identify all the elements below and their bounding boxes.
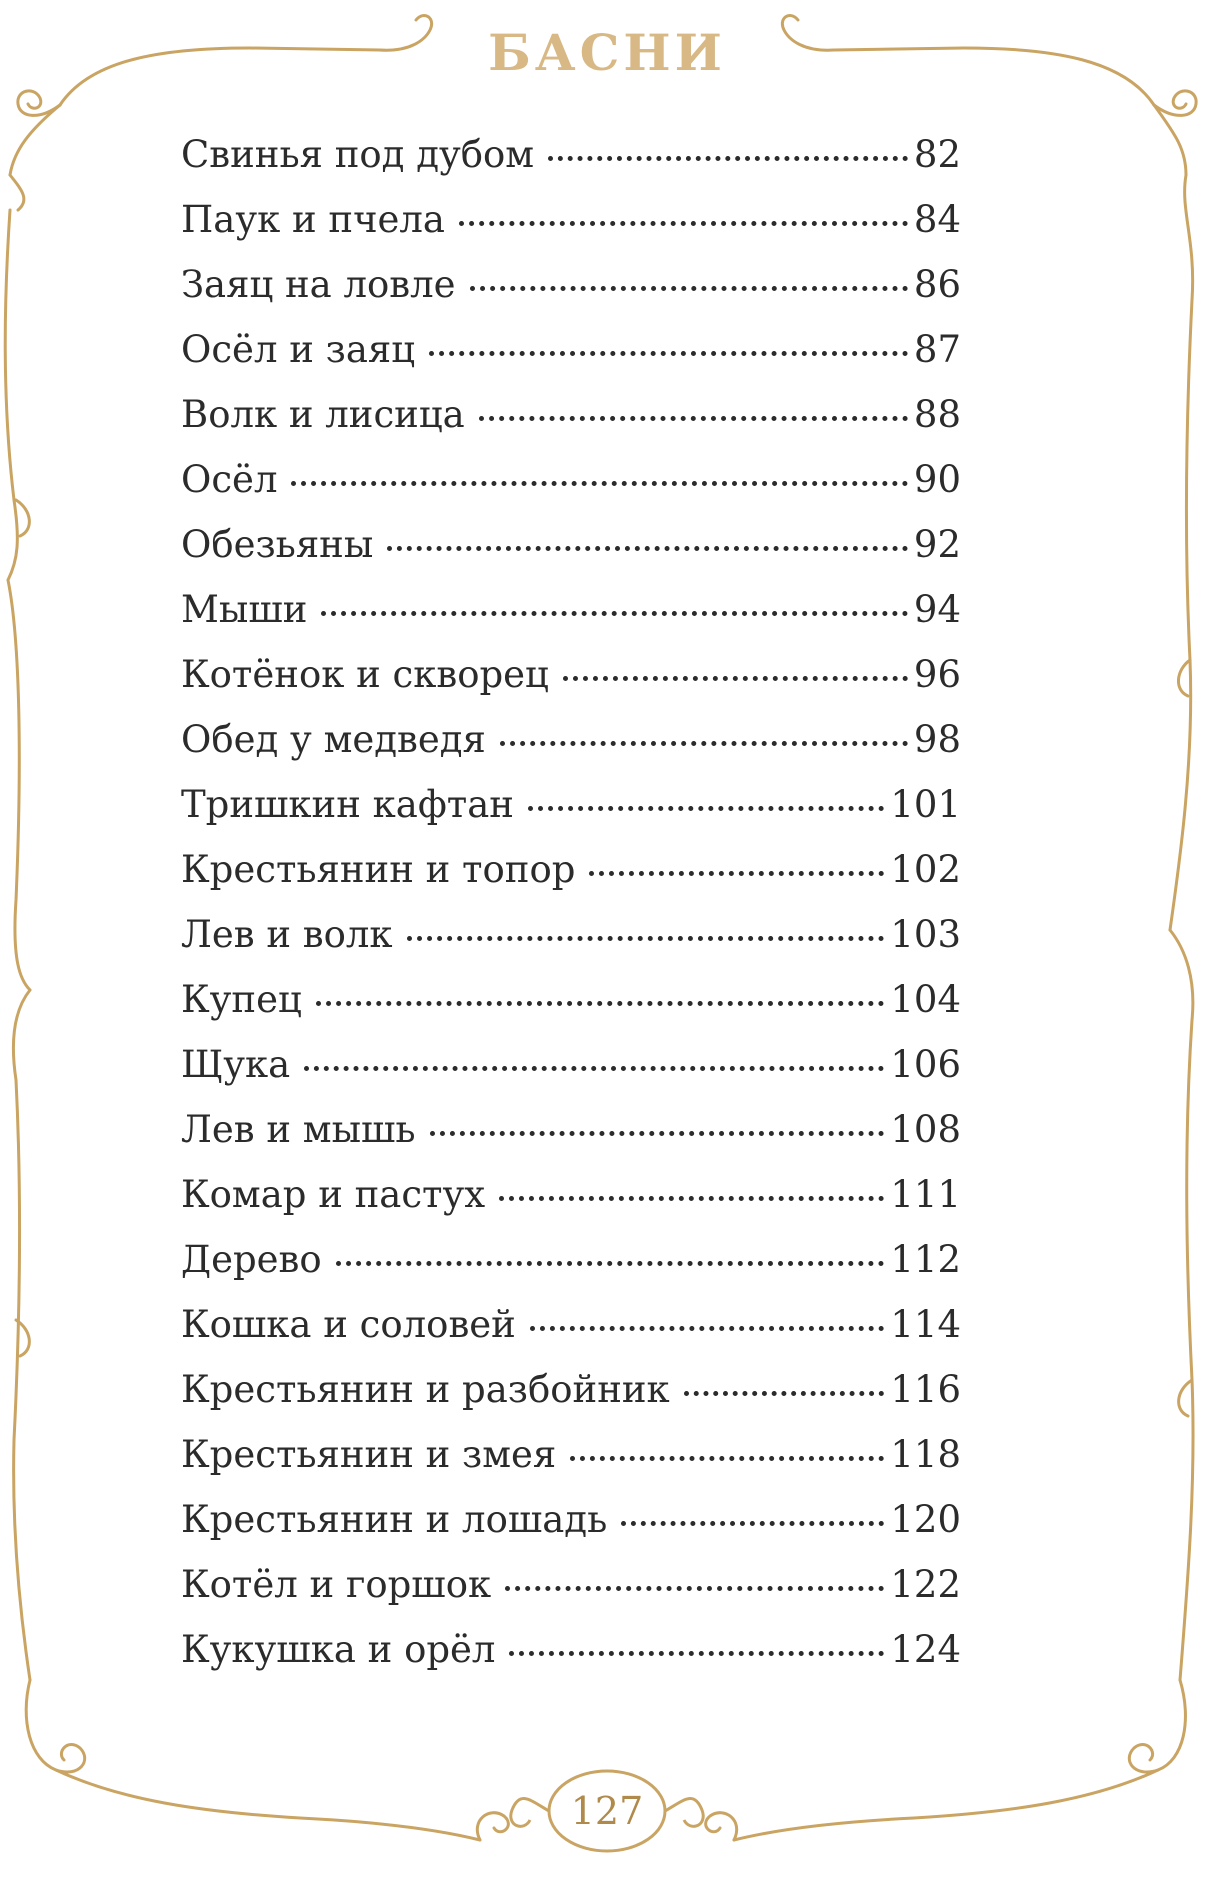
dot-leader xyxy=(316,1001,885,1006)
dot-leader xyxy=(509,1651,884,1656)
dot-leader xyxy=(621,1521,884,1526)
dot-leader xyxy=(500,741,908,746)
toc-entry[interactable] xyxy=(181,1303,961,1368)
toc-entry-page-number: 90 xyxy=(913,458,961,501)
toc-entry-title: Крестьянин и змея xyxy=(181,1433,557,1476)
toc-entry-title: Щука xyxy=(181,1043,291,1086)
dot-leader xyxy=(530,1326,885,1331)
toc-entry-title: Дерево xyxy=(181,1238,322,1281)
toc-entry-page-number: 102 xyxy=(890,848,961,891)
toc-entry-title: Кукушка и орёл xyxy=(181,1628,496,1671)
toc-entry[interactable] xyxy=(181,718,961,783)
toc-entry-title: Волк и лисица xyxy=(181,393,465,436)
toc-entry[interactable] xyxy=(181,198,961,263)
toc-entry-title: Котёнок и скворец xyxy=(181,653,549,696)
toc-entry-page-number: 104 xyxy=(890,978,961,1021)
toc-entry-title: Крестьянин и разбойник xyxy=(181,1368,670,1411)
table-of-contents xyxy=(181,133,961,1693)
toc-entry-title: Свинья под дубом xyxy=(181,133,535,176)
dot-leader xyxy=(429,351,908,356)
toc-entry-page-number: 87 xyxy=(913,328,961,371)
toc-entry[interactable] xyxy=(181,1108,961,1173)
toc-entry-page-number: 86 xyxy=(913,263,961,306)
toc-entry-page-number: 101 xyxy=(890,783,961,826)
toc-entry-title: Комар и пастух xyxy=(181,1173,486,1216)
toc-entry-page-number: 124 xyxy=(890,1628,961,1671)
toc-entry[interactable] xyxy=(181,913,961,978)
dot-leader xyxy=(589,871,884,876)
toc-entry-page-number: 96 xyxy=(913,653,961,696)
toc-entry-title: Купец xyxy=(181,978,302,1021)
toc-entry-page-number: 98 xyxy=(913,718,961,761)
toc-entry[interactable] xyxy=(181,1368,961,1433)
section-title: БАСНИ xyxy=(488,23,726,82)
toc-entry-title: Осёл xyxy=(181,458,278,501)
toc-entry-title: Заяц на ловле xyxy=(181,263,456,306)
toc-entry-title: Кошка и соловей xyxy=(181,1303,516,1346)
toc-entry-title: Тришкин кафтан xyxy=(181,783,514,826)
toc-entry[interactable] xyxy=(181,588,961,653)
dot-leader xyxy=(336,1261,885,1266)
toc-entry[interactable] xyxy=(181,328,961,393)
toc-entry-title: Крестьянин и топор xyxy=(181,848,576,891)
toc-entry-page-number: 108 xyxy=(890,1108,961,1151)
page-number: 127 xyxy=(570,1789,644,1833)
toc-entry[interactable] xyxy=(181,1043,961,1108)
toc-entry[interactable] xyxy=(181,1173,961,1238)
toc-entry[interactable] xyxy=(181,783,961,848)
dot-leader xyxy=(570,1456,884,1461)
toc-entry[interactable] xyxy=(181,393,961,458)
dot-leader xyxy=(528,806,884,811)
toc-entry-title: Обед у медведя xyxy=(181,718,486,761)
toc-entry-page-number: 88 xyxy=(913,393,961,436)
toc-entry-title: Осёл и заяц xyxy=(181,328,416,371)
dot-leader xyxy=(479,416,908,421)
toc-entry[interactable] xyxy=(181,1238,961,1303)
toc-entry-title: Котёл и горшок xyxy=(181,1563,492,1606)
dot-leader xyxy=(684,1391,885,1396)
toc-entry[interactable] xyxy=(181,848,961,913)
toc-entry-page-number: 116 xyxy=(890,1368,961,1411)
dot-leader xyxy=(407,936,885,941)
toc-entry[interactable] xyxy=(181,133,961,198)
dot-leader xyxy=(505,1586,884,1591)
toc-entry-title: Обезьяны xyxy=(181,523,374,566)
toc-entry[interactable] xyxy=(181,523,961,588)
toc-entry-page-number: 120 xyxy=(890,1498,961,1541)
toc-entry-page-number: 122 xyxy=(890,1563,961,1606)
toc-entry[interactable] xyxy=(181,653,961,718)
dot-leader xyxy=(387,546,908,551)
toc-entry-page-number: 114 xyxy=(890,1303,961,1346)
toc-entry[interactable] xyxy=(181,1628,961,1693)
dot-leader xyxy=(321,611,908,616)
toc-entry-page-number: 92 xyxy=(913,523,961,566)
toc-entry[interactable] xyxy=(181,1433,961,1498)
toc-entry-page-number: 106 xyxy=(890,1043,961,1086)
toc-entry[interactable] xyxy=(181,1498,961,1563)
toc-entry-title: Лев и волк xyxy=(181,913,393,956)
dot-leader xyxy=(459,221,908,226)
toc-entry-page-number: 94 xyxy=(913,588,961,631)
toc-entry-page-number: 118 xyxy=(890,1433,961,1476)
toc-entry-page-number: 82 xyxy=(913,133,961,176)
toc-entry[interactable] xyxy=(181,1563,961,1628)
toc-entry-page-number: 112 xyxy=(890,1238,961,1281)
toc-entry-title: Крестьянин и лошадь xyxy=(181,1498,608,1541)
toc-entry-title: Мыши xyxy=(181,588,308,631)
dot-leader xyxy=(304,1066,884,1071)
toc-entry-page-number: 103 xyxy=(890,913,961,956)
dot-leader xyxy=(499,1196,884,1201)
toc-entry[interactable] xyxy=(181,263,961,328)
dot-leader xyxy=(430,1131,885,1136)
dot-leader xyxy=(470,286,908,291)
toc-entry-title: Паук и пчела xyxy=(181,198,445,241)
toc-entry-page-number: 111 xyxy=(890,1173,961,1216)
dot-leader xyxy=(291,481,907,486)
dot-leader xyxy=(563,676,908,681)
dot-leader xyxy=(548,156,908,161)
toc-entry[interactable] xyxy=(181,458,961,523)
toc-entry-title: Лев и мышь xyxy=(181,1108,416,1151)
toc-entry-page-number: 84 xyxy=(913,198,961,241)
toc-entry[interactable] xyxy=(181,978,961,1043)
